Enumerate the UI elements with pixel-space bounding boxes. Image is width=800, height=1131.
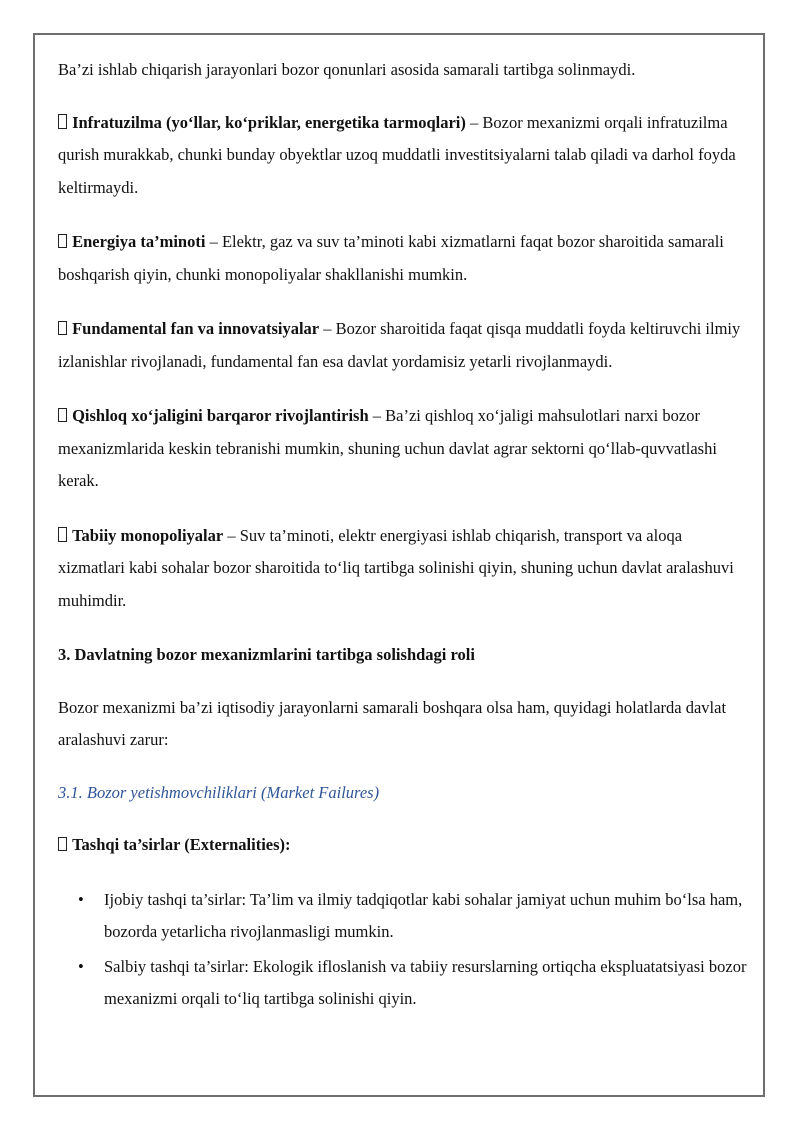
bullet-icon: • (78, 889, 84, 909)
item-title: Infratuzilma (yo‘llar, ko‘priklar, energetika tarmoqlari) (72, 112, 466, 132)
bullet-icon: • (78, 956, 84, 976)
item-science (58, 313, 748, 378)
missing-glyph-icon (58, 234, 67, 248)
item-title: Energiya ta’minoti (72, 232, 206, 251)
intro-paragraph: Ba’zi ishlab chiqarish jarayonlari bozor qonunlari asosida samarali tartibga solinmaydi. (58, 60, 636, 79)
missing-glyph-icon (58, 527, 67, 541)
item-agriculture (58, 400, 748, 498)
list-item (58, 951, 748, 1016)
item-energy (58, 226, 748, 291)
item-text: – Bozor mexanizmi orqali infratuzilma qurish murakkab, chunki bunday obyektlar uzoq muddatli investitsiyalarni talab qiladi va darhol foyda keltirmaydi. (58, 112, 736, 197)
externalities-list (58, 884, 748, 1016)
section-intro: Bozor mexanizmi ba’zi iqtisodiy jarayonlarni samarali boshqara olsa ham, quyidagi holatlarda davlat aralashuvi zarur: (58, 697, 727, 749)
missing-glyph-icon (58, 408, 67, 422)
item-title: Fundamental fan va innovatsiyalar (72, 319, 320, 338)
item-monopolies (58, 520, 748, 618)
missing-glyph-icon (58, 837, 67, 851)
subsection-heading: 3.1. Bozor yetishmovchiliklari (Market Failures) (58, 782, 380, 802)
missing-glyph-icon (58, 321, 67, 335)
document-body (58, 54, 748, 1018)
item-text: – Suv ta’minoti, elektr energiyasi ishlab chiqarish, transport va aloqa xizmatlari kabi sohalar bozor sharoitida to‘liq tartibga solinishi qiyin, shuning uchun davlat aralashuvi muhimdir. (58, 525, 734, 610)
missing-glyph-icon (58, 114, 67, 128)
section-heading: 3. Davlatning bozor mexanizmlarini tartibga solishdagi roli (58, 645, 475, 664)
list-item-text: Ijobiy tashqi ta’sirlar: Ta’lim va ilmiy tadqiqotlar kabi sohalar jamiyat uchun muhim bo‘lsa ham, bozorda yetarlicha rivojlanmasligi mumkin. (104, 889, 743, 941)
item-text: – Bozor sharoitida faqat qisqa muddatli foyda keltiruvchi ilmiy izlanishlar rivojlanadi, fundamental fan esa davlat yordamisiz yetarli rivojlanmaydi. (58, 319, 741, 371)
item-infrastructure (58, 107, 748, 205)
list-item (58, 884, 748, 949)
item-title: Qishloq xo‘jaligini barqaror rivojlantirish (72, 406, 369, 425)
item-title: Tabiiy monopoliyalar (72, 525, 224, 545)
list-item-text: Salbiy tashqi ta’sirlar: Ekologik ifloslanish va tabiiy resurslarning ortiqcha ekspluatatsiyasi bozor mexanizmi orqali to‘liq tartibga solinishi qiyin. (104, 956, 747, 1008)
item-text: – Elektr, gaz va suv ta’minoti kabi xizmatlarni faqat bozor sharoitida samarali boshqarish qiyin, chunki monopoliyalar shakllanishi mumkin. (58, 232, 724, 284)
externalities-title: Tashqi ta’sirlar (Externalities): (58, 829, 748, 862)
item-text: – Ba’zi qishloq xo‘jaligi mahsulotlari narxi bozor mexanizmlarida keskin tebranishi mumkin, shuning uchun davlat agrar sektorni qo‘llab-quvvatlashi kerak. (58, 406, 717, 490)
